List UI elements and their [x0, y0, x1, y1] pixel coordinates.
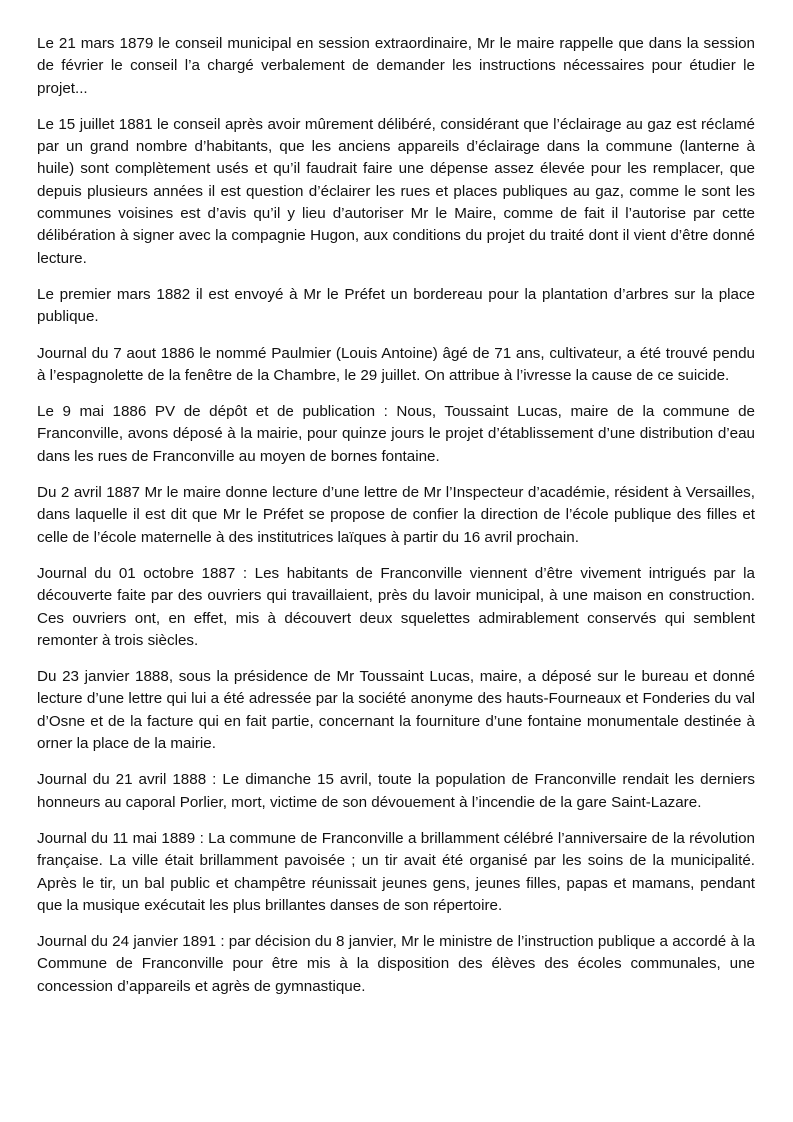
- paragraph-1891-gymnastics: Journal du 24 janvier 1891 : par décision du 8 janvier, Mr le ministre de l’instruction publique a accordé à la Commune de Franconville pour être mis à la disposition des élèves des écoles communales, une concession d’appareils et agrès de gymnastique.: [37, 933, 755, 995]
- paragraph-1879-gas-study: Le 21 mars 1879 le conseil municipal en session extraordinaire, Mr le maire rappelle que dans la session de février le conseil l’a chargé verbalement de demander les instructions nécessaires pour étudier le projet...: [37, 35, 755, 97]
- paragraph-1887-skeletons: Journal du 01 octobre 1887 : Les habitants de Franconville viennent d’être vivement intrigués par la découverte faite par des ouvriers qui travaillaient, près du lavoir municipal, à une maison en construction. Ces ouvriers ont, en effet, mis à découvert deux squelettes admirablement conservés qui semblent remonter à trois siècles.: [37, 564, 755, 649]
- paragraph-1881-gas-lighting: Le 15 juillet 1881 le conseil après avoir mûrement délibéré, considérant que l’éclairage au gaz est réclamé par un grand nombre d’habitants, que les anciens appareils d’éclairage dans la commune (lanterne à huile) sont complètement usés et qu’il faudrait faire une dépense assez élevée pour les remplacer, que depuis plusieurs années il est question d’éclairer les rues et places publiques au gaz, comme le sont les communes voisines est d’avis qu’il y lieu d’autoriser Mr le Maire, comme de fait il l’autorise par cette délibération à signer avec la compagnie Hugon, aux conditions du projet du traité dont il vient d’être donné lecture.: [37, 115, 755, 267]
- paragraph-1882-tree-planting: Le premier mars 1882 il est envoyé à Mr le Préfet un bordereau pour la plantation d’arbres sur la place publique.: [37, 285, 755, 326]
- paragraph-1886-paulmier: Journal du 7 aout 1886 le nommé Paulmier (Louis Antoine) âgé de 71 ans, cultivateur, a été trouvé pendu à l’espagnolette de la fenêtre de la Chambre, le 29 juillet. On attribue à l’ivresse la cause de ce suicide.: [37, 344, 755, 384]
- paragraph-1889-celebration: Journal du 11 mai 1889 : La commune de Franconville a brillamment célébré l’anniversaire de la révolution française. La ville était brillamment pavoisée ; un tir avait été organisé par les soins de la municipalité. Après le tir, un bal public et champêtre réunissait jeunes gens, jeunes filles, papas et mamans, pendant que la musique exécutait les plus brillantes danses de son répertoire.: [37, 829, 755, 914]
- paragraph-1888-fountain: Du 23 janvier 1888, sous la présidence de Mr Toussaint Lucas, maire, a déposé sur le bureau et donné lecture d’une lettre qui lui a été adressée par la société anonyme des hauts-Fourneaux et Fonderies du val d’Osne et de la facture qui en fait partie, concernant la fourniture d’une fontaine monumentale destinée à orner la place de la mairie.: [37, 668, 755, 753]
- paragraph-1886-water-distribution: Le 9 mai 1886 PV de dépôt et de publication : Nous, Toussaint Lucas, maire de la commune de Franconville, avons déposé à la mairie, pour quinze jours le projet d’établissement d’une distribution d’eau dans les rues de Franconville au moyen de bornes fontaine.: [37, 403, 755, 465]
- paragraph-1887-schools: Du 2 avril 1887 Mr le maire donne lecture d’une lettre de Mr l’Inspecteur d’académie, résident à Versailles, dans laquelle il est dit que Mr le Préfet se propose de confier la direction de l’école publique des filles et celle de l’école maternelle à des institutrices laïques à partir du 16 avril prochain.: [37, 484, 755, 546]
- paragraph-1888-porlier: Journal du 21 avril 1888 : Le dimanche 15 avril, toute la population de Franconville rendait les derniers honneurs au caporal Porlier, mort, victime de son dévouement à l’incendie de la gare Saint-Lazare.: [37, 771, 755, 811]
- document-page: [37, 33, 755, 1012]
